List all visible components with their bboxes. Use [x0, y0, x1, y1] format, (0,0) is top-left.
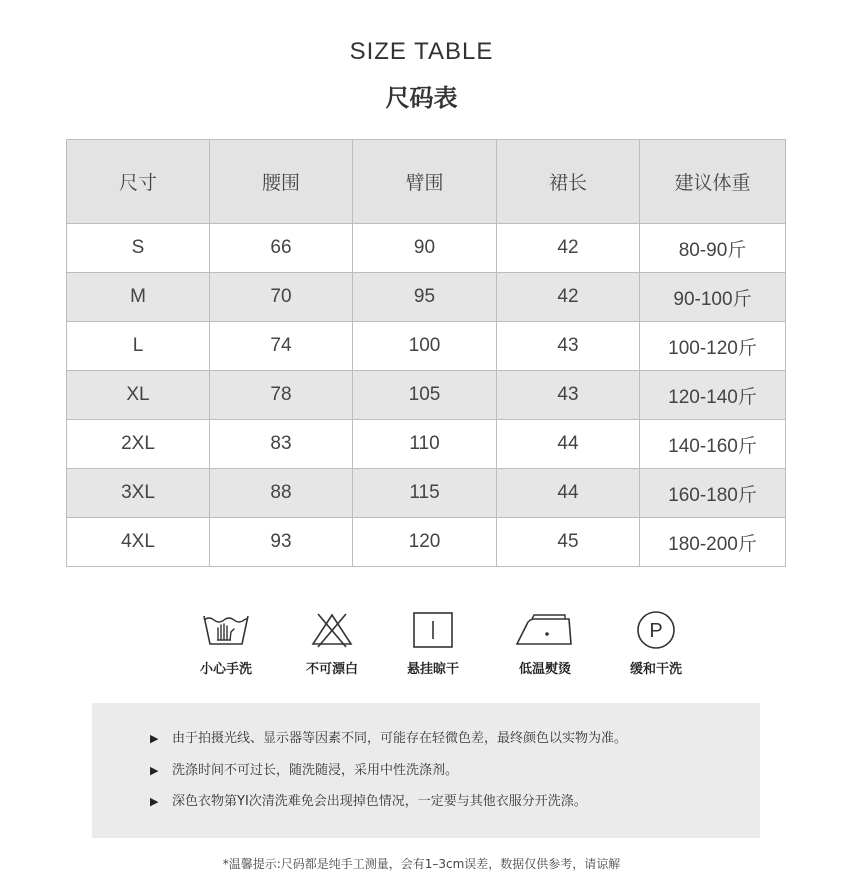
- size-table: [66, 139, 786, 567]
- table-cell: S: [67, 224, 210, 273]
- table-row: [67, 518, 786, 567]
- table-cell: 110: [353, 420, 497, 469]
- table-cell: 90: [353, 224, 497, 273]
- column-header: 裙长: [497, 140, 640, 224]
- bullet-arrow-icon: ▶: [150, 764, 159, 777]
- dry-clean-p-icon: [630, 610, 682, 650]
- hand-wash-icon: [200, 610, 252, 650]
- table-cell: 42: [497, 224, 640, 273]
- table-cell: 2XL: [67, 420, 210, 469]
- bullet-arrow-icon: ▶: [150, 732, 159, 745]
- page-title-en: SIZE TABLE: [349, 38, 494, 65]
- table-cell: 70: [210, 273, 353, 322]
- table-row: [67, 371, 786, 420]
- column-header: 尺寸: [67, 140, 210, 224]
- table-cell: 78: [210, 371, 353, 420]
- table-cell: 100-120斤: [640, 322, 786, 371]
- bullet-arrow-icon: ▶: [150, 795, 159, 808]
- table-row: [67, 224, 786, 273]
- table-cell: 80-90斤: [640, 224, 786, 273]
- footer-disclaimer: *温馨提示:尺码都是纯手工测量，会有1–3cm误差，数据仅供参考，请谅解: [222, 857, 621, 871]
- note-text: 深色衣物第YI次清洗难免会出现掉色情况，一定要与其他衣服分开洗涤。: [172, 794, 587, 809]
- notes-panel: [92, 703, 760, 838]
- table-row: [67, 273, 786, 322]
- table-cell: 74: [210, 322, 353, 371]
- table-cell: 100: [353, 322, 497, 371]
- table-cell: 105: [353, 371, 497, 420]
- hang-dry-icon: [407, 610, 459, 650]
- do-not-bleach-icon: [306, 610, 358, 650]
- table-cell: 90-100斤: [640, 273, 786, 322]
- care-label: 悬挂晾干: [406, 662, 459, 677]
- table-cell: 44: [497, 420, 640, 469]
- note-item: [150, 759, 458, 778]
- table-cell: 120: [353, 518, 497, 567]
- table-cell: L: [67, 322, 210, 371]
- low-iron-icon: [513, 610, 577, 650]
- table-cell: 115: [353, 469, 497, 518]
- care-item-no-bleach: [287, 610, 377, 677]
- care-item-low-iron: [500, 610, 590, 677]
- table-cell: 180-200斤: [640, 518, 786, 567]
- table-cell: M: [67, 273, 210, 322]
- table-cell: 120-140斤: [640, 371, 786, 420]
- column-header: 建议体重: [640, 140, 786, 224]
- care-label: 低温熨烫: [518, 662, 571, 677]
- table-row: [67, 420, 786, 469]
- table-cell: 43: [497, 371, 640, 420]
- care-label: 小心手洗: [199, 662, 252, 677]
- column-header: 腰围: [210, 140, 353, 224]
- table-cell: 42: [497, 273, 640, 322]
- table-row: [67, 469, 786, 518]
- dry-clean-symbol: P: [649, 620, 663, 642]
- table-cell: 93: [210, 518, 353, 567]
- table-cell: 4XL: [67, 518, 210, 567]
- table-cell: 160-180斤: [640, 469, 786, 518]
- care-item-hand-wash: [181, 610, 271, 677]
- note-text: 由于拍摄光线、显示器等因素不同，可能存在轻微色差，最终颜色以实物为准。: [172, 731, 628, 746]
- table-header-row: [67, 140, 786, 224]
- column-header: 臂围: [353, 140, 497, 224]
- table-cell: 45: [497, 518, 640, 567]
- table-row: [67, 322, 786, 371]
- page-title-cn: 尺码表: [385, 84, 458, 112]
- table-cell: 83: [210, 420, 353, 469]
- table-cell: 43: [497, 322, 640, 371]
- table-cell: 66: [210, 224, 353, 273]
- table-cell: 95: [353, 273, 497, 322]
- note-item: [150, 727, 627, 746]
- table-cell: 88: [210, 469, 353, 518]
- note-item: [150, 790, 587, 809]
- care-label: 缓和干洗: [629, 662, 682, 677]
- care-label: 不可漂白: [305, 662, 358, 677]
- care-item-hang-dry: [388, 610, 478, 677]
- note-text: 洗涤时间不可过长，随洗随浸，采用中性洗涤剂。: [172, 763, 459, 778]
- table-cell: 44: [497, 469, 640, 518]
- care-item-dry-clean: [611, 610, 701, 677]
- table-cell: XL: [67, 371, 210, 420]
- table-cell: 3XL: [67, 469, 210, 518]
- table-cell: 140-160斤: [640, 420, 786, 469]
